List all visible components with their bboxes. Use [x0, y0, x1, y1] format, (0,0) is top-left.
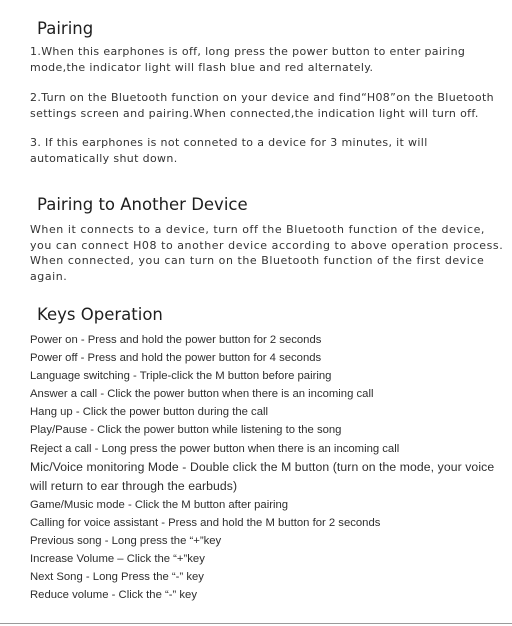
key-increase-volume: Increase Volume – Click the “+”key: [30, 553, 205, 566]
pairing-step-3: 3. If this earphones is not conneted to a device for 3 minutes, it will automatically shut down.: [30, 136, 428, 165]
key-reject-call: Reject a call - Long press the power button when there is an incoming call: [30, 442, 400, 455]
keys-heading: Keys Operation: [37, 305, 163, 324]
key-power-off: Power off - Press and hold the power button for 4 seconds: [30, 352, 322, 365]
key-reduce-volume: Reduce volume - Click the “-” key: [30, 589, 197, 602]
keys-list: [30, 331, 508, 604]
key-game-music-mode: Game/Music mode - Click the M button after pairing: [30, 498, 289, 511]
pairing-step-1: 1.When this earphones is off, long press the power button to enter pairing mode,the indicator light will flash blue and red alternately.: [30, 45, 466, 74]
pairing-step-2: 2.Turn on the Bluetooth function on your device and find“H08”on the Bluetooth settings screen and pairing.When connected,the indication light will turn off.: [30, 91, 494, 120]
key-play-pause: Play/Pause - Click the power button while listening to the song: [30, 424, 342, 437]
key-voice-assistant: Calling for voice assistant - Press and hold the M button for 2 seconds: [30, 516, 381, 529]
key-mic-monitoring-text: Mic/Voice monitoring Mode - Double click the M button (turn on the mode, your voice will return to ear through the earbuds): [30, 459, 495, 493]
key-hang-up: Hang up - Click the power button during the call: [30, 406, 268, 419]
another-device-text: When it connects to a device, turn off the Bluetooth function of the device, you can connect H08 to another device according to above operation process. When connected, you can turn on the Bluetooth function of the first device again.: [30, 223, 504, 283]
key-power-on: Power on - Press and hold the power button for 2 seconds: [30, 334, 322, 346]
another-device-heading: Pairing to Another Device: [37, 195, 248, 214]
key-next-song: Next Song - Long Press the “-” key: [30, 571, 204, 584]
key-previous-song: Previous song - Long press the “+”key: [30, 535, 222, 548]
key-language-switching: Language switching - Triple-click the M button before pairing: [30, 370, 332, 383]
key-answer-call: Answer a call - Click the power button when there is an incoming call: [30, 388, 374, 401]
key-mic-monitoring: [30, 458, 508, 496]
bottom-divider: [0, 623, 512, 624]
pairing-heading: Pairing: [37, 19, 94, 38]
